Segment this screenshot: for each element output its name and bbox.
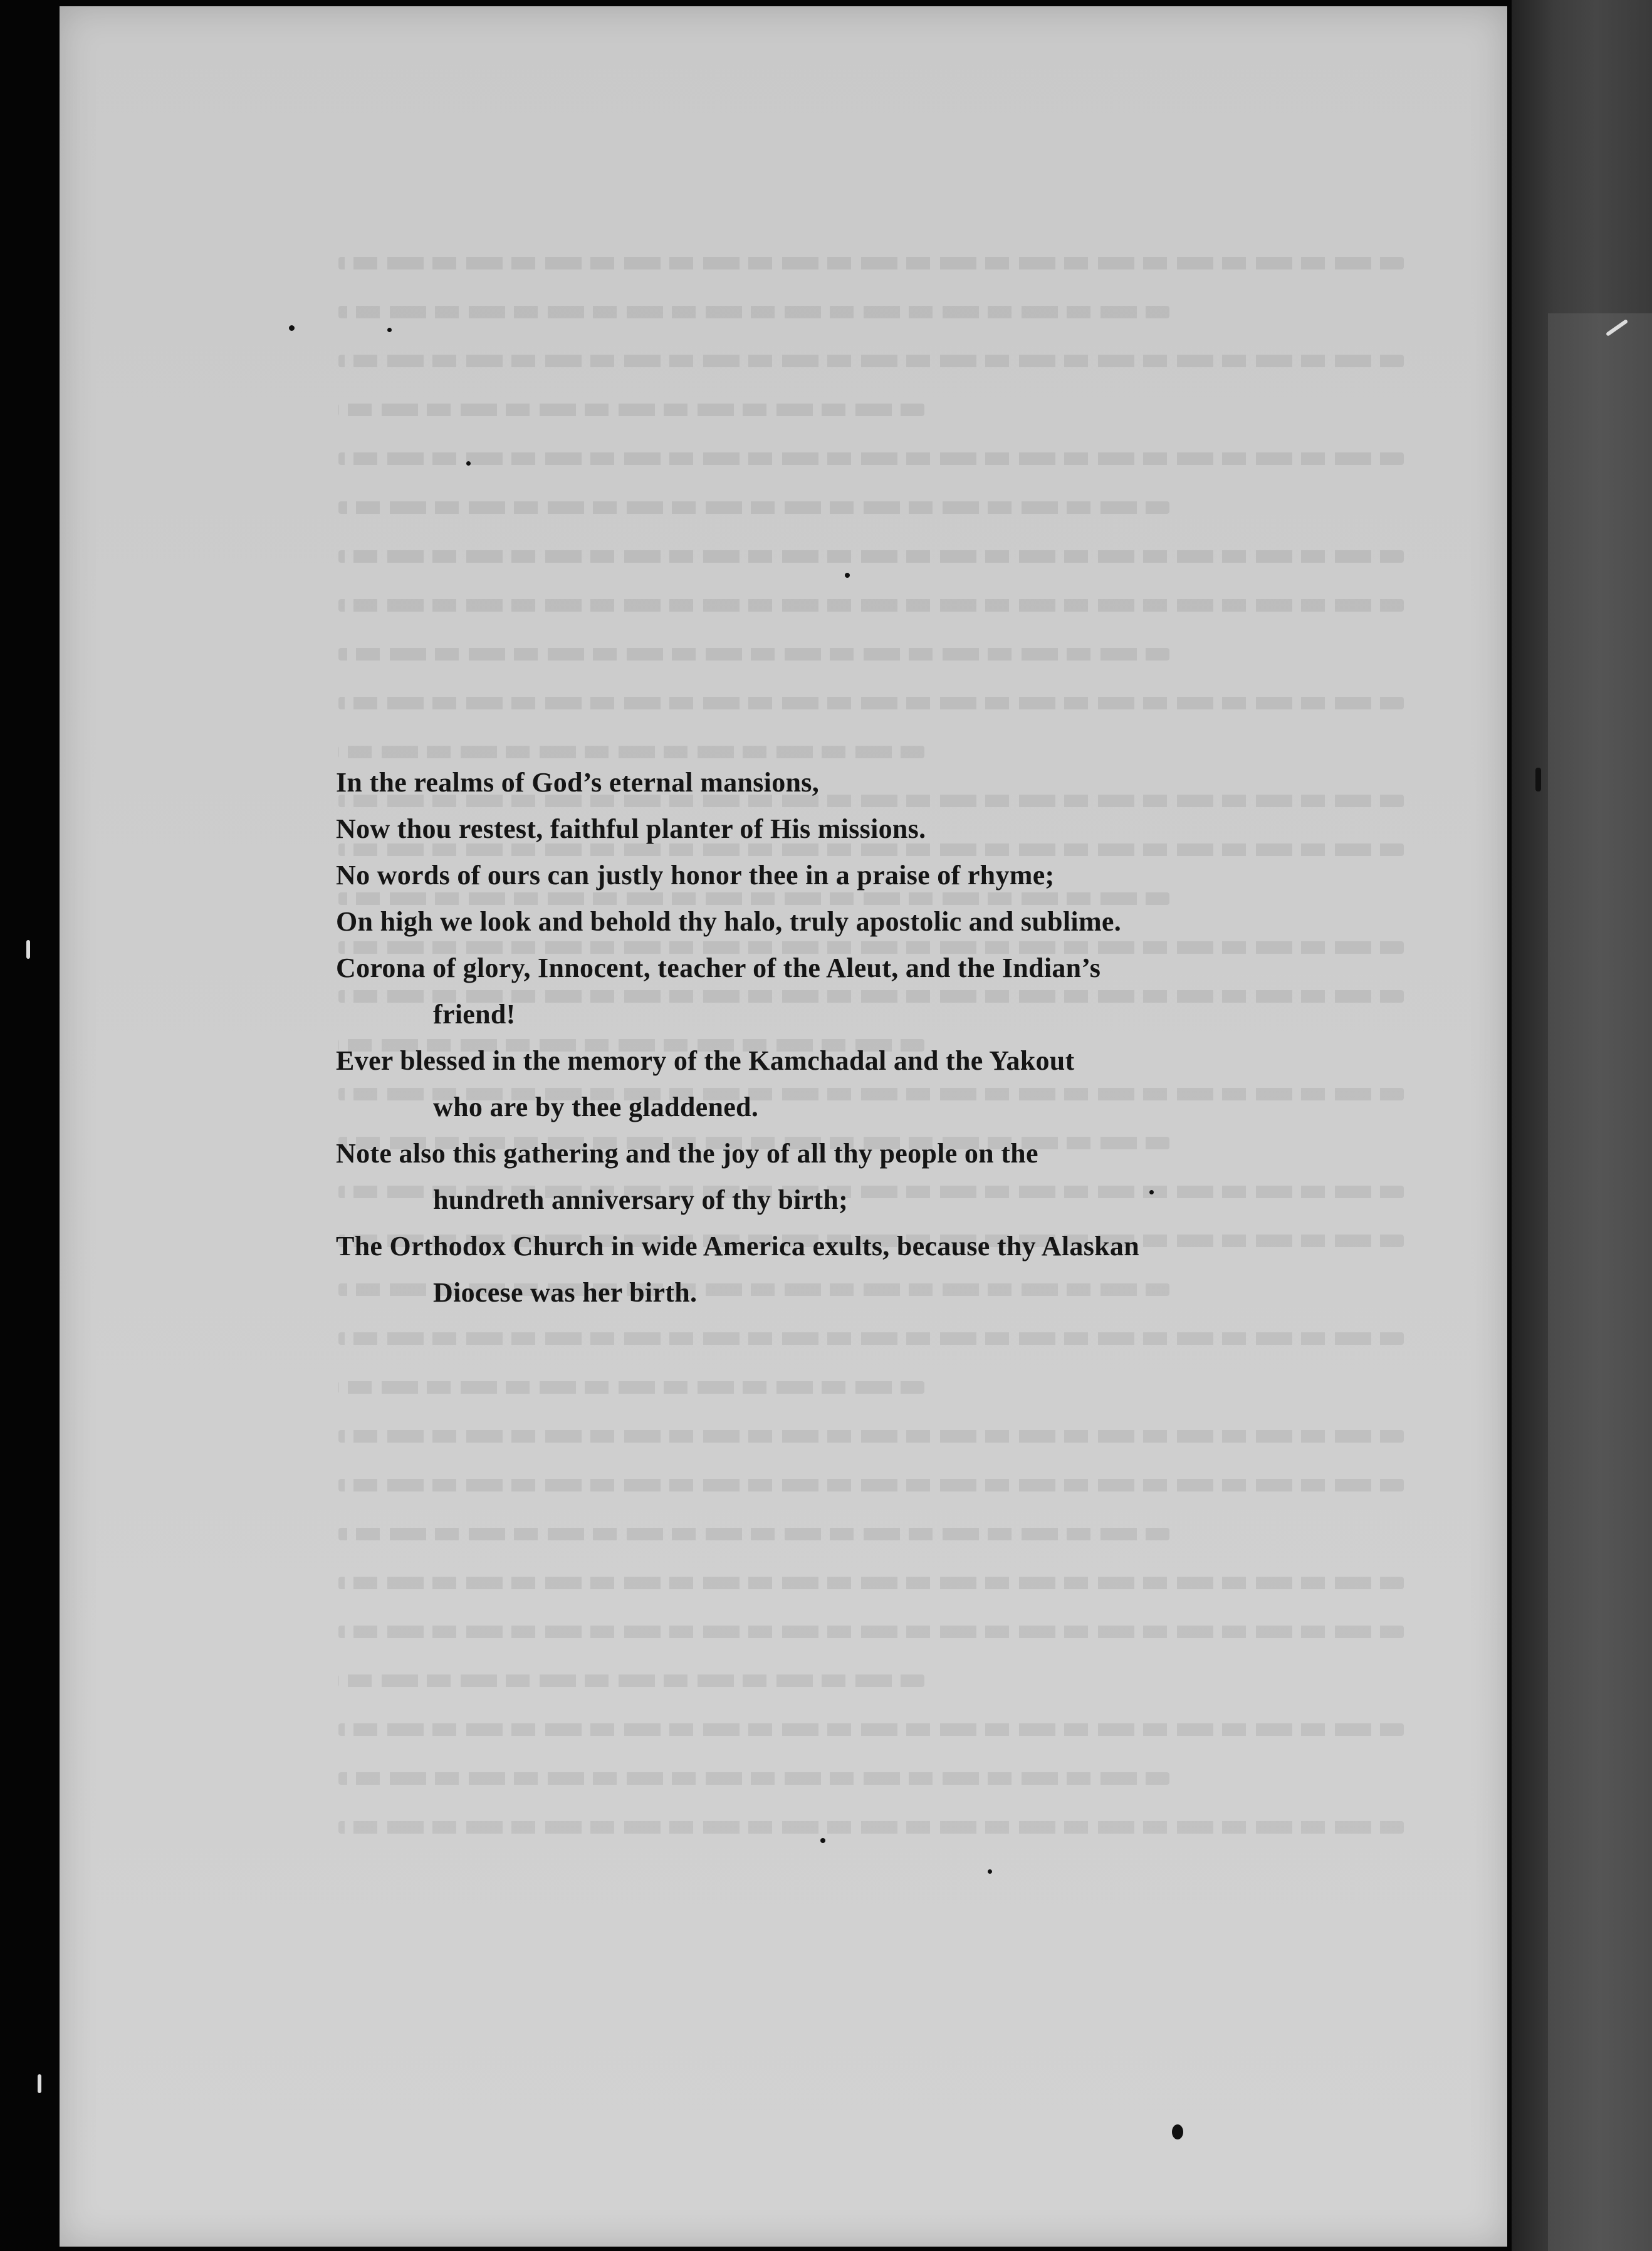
poem-line-10: hundreth anniversary of thy birth; xyxy=(433,1184,849,1215)
poem-line-8: who are by thee gladdened. xyxy=(433,1092,759,1122)
poem-line-1: In the realms of God’s eternal mansions, xyxy=(336,767,819,798)
poem-line-2: Now thou restest, faithful planter of His missions. xyxy=(336,813,926,844)
poem-line-4: On high we look and behold thy halo, truly apostolic and sublime. xyxy=(336,906,1122,937)
dust-speck xyxy=(1149,1190,1154,1194)
dust-speck xyxy=(387,328,392,332)
scanner-edge-shade xyxy=(1548,313,1652,2251)
poem-line-12: Diocese was her birth. xyxy=(433,1277,698,1308)
poem-line-11: The Orthodox Church in wide America exults, because thy Alaskan xyxy=(336,1231,1139,1261)
dust-speck xyxy=(820,1838,825,1843)
poem-line-3: No words of ours can justly honor thee in a praise of rhyme; xyxy=(336,860,1055,890)
poem-line-7: Ever blessed in the memory of the Kamchadal and the Yakout xyxy=(336,1045,1075,1076)
dust-speck xyxy=(1172,2124,1183,2139)
dust-speck xyxy=(1535,768,1541,791)
dust-speck xyxy=(845,573,850,578)
dust-speck xyxy=(289,325,295,331)
poem-line-6: friend! xyxy=(433,999,516,1030)
poem-line-5: Corona of glory, Innocent, teacher of the Aleut, and the Indian’s xyxy=(336,953,1101,983)
dust-speck xyxy=(38,2074,41,2093)
poem-line-9: Note also this gathering and the joy of all thy people on the xyxy=(336,1138,1038,1169)
memorial-poem xyxy=(336,760,1326,1316)
dust-speck xyxy=(988,1869,992,1874)
dust-speck xyxy=(26,940,30,959)
dust-speck xyxy=(466,461,471,466)
